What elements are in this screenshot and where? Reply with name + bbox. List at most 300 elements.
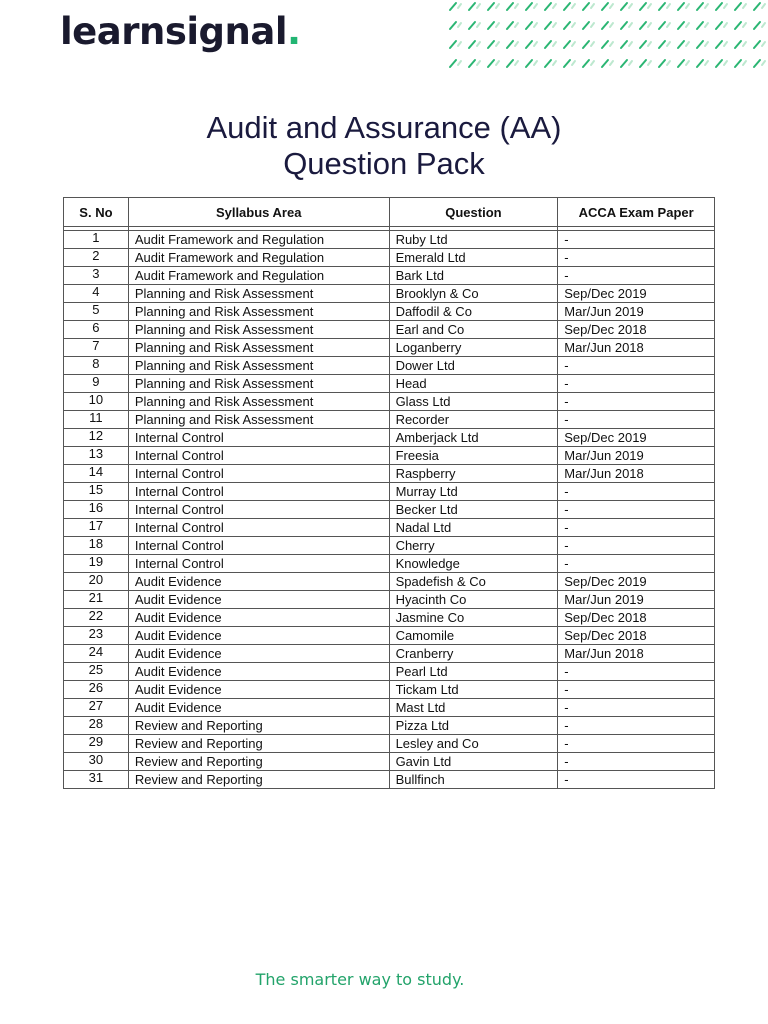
cell-question: Jasmine Co <box>389 609 558 627</box>
pattern-dash <box>697 41 703 48</box>
cell-exam-paper: Sep/Dec 2018 <box>558 321 715 339</box>
table-row <box>64 555 715 573</box>
table-body <box>64 227 715 789</box>
pattern-dash <box>667 42 670 46</box>
pattern-dash <box>686 4 689 8</box>
cell-exam-paper: Sep/Dec 2019 <box>558 285 715 303</box>
pattern-dash <box>667 4 670 8</box>
table-row <box>64 519 715 537</box>
pattern-dash <box>507 3 513 10</box>
brand-dot: . <box>287 10 301 53</box>
pattern-dash <box>705 23 708 27</box>
pattern-dash <box>496 4 499 8</box>
table-row <box>64 249 715 267</box>
cell-syllabus-area: Internal Control <box>128 537 389 555</box>
pattern-dash <box>458 23 461 27</box>
pattern-dash <box>469 60 475 67</box>
cell-syllabus-area: Internal Control <box>128 483 389 501</box>
pattern-dash <box>743 23 746 27</box>
cell-syllabus-area: Audit Framework and Regulation <box>128 231 389 249</box>
pattern-dash <box>716 3 722 10</box>
cell-exam-paper: - <box>558 411 715 429</box>
pattern-dash <box>515 4 518 8</box>
pattern-dash <box>583 3 589 10</box>
pattern-dash <box>705 42 708 46</box>
cell-syllabus-area: Audit Evidence <box>128 627 389 645</box>
cell-question: Cherry <box>389 537 558 555</box>
cell-exam-paper: - <box>558 357 715 375</box>
header-sno: S. No <box>64 198 129 227</box>
cell-question: Brooklyn & Co <box>389 285 558 303</box>
cell-question: Bark Ltd <box>389 267 558 285</box>
pattern-dash <box>469 3 475 10</box>
cell-sno: 22 <box>64 609 129 627</box>
pattern-dash <box>534 4 537 8</box>
cell-sno: 29 <box>64 735 129 753</box>
cell-question: Spadefish & Co <box>389 573 558 591</box>
table-row <box>64 339 715 357</box>
pattern-dash <box>507 60 513 67</box>
table-row <box>64 465 715 483</box>
pattern-dash <box>648 61 651 65</box>
table-row <box>64 483 715 501</box>
pattern-dash <box>553 42 556 46</box>
pattern-dash <box>477 23 480 27</box>
cell-exam-paper: - <box>558 249 715 267</box>
pattern-dash <box>629 61 632 65</box>
pattern-dash <box>488 60 494 67</box>
table-row <box>64 699 715 717</box>
table-row <box>64 681 715 699</box>
pattern-dash <box>450 3 456 10</box>
pattern-dash <box>572 23 575 27</box>
table-row <box>64 357 715 375</box>
pattern-dash <box>488 41 494 48</box>
pattern-dash <box>735 60 741 67</box>
pattern-dash <box>743 61 746 65</box>
pattern-dash <box>583 60 589 67</box>
pattern-dash <box>640 41 646 48</box>
cell-question: Head <box>389 375 558 393</box>
pattern-dash <box>678 60 684 67</box>
pattern-dash <box>716 60 722 67</box>
cell-question: Hyacinth Co <box>389 591 558 609</box>
cell-question: Raspberry <box>389 465 558 483</box>
pattern-dash <box>705 4 708 8</box>
pattern-dash <box>477 4 480 8</box>
pattern-dash <box>564 3 570 10</box>
pattern-dash <box>754 22 760 29</box>
pattern-dash <box>602 60 608 67</box>
cell-syllabus-area: Review and Reporting <box>128 717 389 735</box>
pattern-dash <box>534 23 537 27</box>
pattern-dash <box>678 3 684 10</box>
cell-syllabus-area: Audit Evidence <box>128 591 389 609</box>
brand-logo <box>60 10 301 54</box>
cell-sno: 27 <box>64 699 129 717</box>
cell-question: Freesia <box>389 447 558 465</box>
table-row <box>64 537 715 555</box>
cell-sno: 2 <box>64 249 129 267</box>
cell-syllabus-area: Planning and Risk Assessment <box>128 339 389 357</box>
header-question: Question <box>389 198 558 227</box>
table-row <box>64 267 715 285</box>
cell-sno: 28 <box>64 717 129 735</box>
cell-syllabus-area: Internal Control <box>128 555 389 573</box>
cell-sno: 5 <box>64 303 129 321</box>
cell-syllabus-area: Planning and Risk Assessment <box>128 411 389 429</box>
table-row <box>64 285 715 303</box>
cell-syllabus-area: Review and Reporting <box>128 735 389 753</box>
pattern-dash <box>515 42 518 46</box>
cell-exam-paper: - <box>558 267 715 285</box>
cell-exam-paper: Sep/Dec 2018 <box>558 627 715 645</box>
pattern-dash <box>716 41 722 48</box>
cell-syllabus-area: Audit Evidence <box>128 645 389 663</box>
cell-question: Earl and Co <box>389 321 558 339</box>
pattern-dash <box>743 4 746 8</box>
pattern-dash <box>450 41 456 48</box>
pattern-dash <box>621 60 627 67</box>
cell-sno: 6 <box>64 321 129 339</box>
cell-syllabus-area: Review and Reporting <box>128 771 389 789</box>
pattern-dash <box>724 4 727 8</box>
pattern-dash <box>488 3 494 10</box>
cell-exam-paper: Sep/Dec 2018 <box>558 609 715 627</box>
pattern-dash <box>705 61 708 65</box>
pattern-dash <box>697 60 703 67</box>
pattern-dash <box>724 23 727 27</box>
table-row <box>64 447 715 465</box>
pattern-dash <box>564 41 570 48</box>
table-row <box>64 609 715 627</box>
cell-question: Glass Ltd <box>389 393 558 411</box>
cell-sno: 8 <box>64 357 129 375</box>
cell-syllabus-area: Internal Control <box>128 501 389 519</box>
cell-exam-paper: - <box>558 555 715 573</box>
cell-syllabus-area: Planning and Risk Assessment <box>128 285 389 303</box>
pattern-dash <box>678 41 684 48</box>
cell-sno: 30 <box>64 753 129 771</box>
table-row <box>64 411 715 429</box>
title-line-2: Question Pack <box>283 146 485 181</box>
cell-sno: 17 <box>64 519 129 537</box>
table-row <box>64 231 715 249</box>
table-row <box>64 627 715 645</box>
table-row <box>64 303 715 321</box>
pattern-dash <box>762 4 765 8</box>
cell-sno: 31 <box>64 771 129 789</box>
pattern-dash <box>458 61 461 65</box>
cell-sno: 7 <box>64 339 129 357</box>
table-row <box>64 753 715 771</box>
pattern-dash <box>545 41 551 48</box>
pattern-dash <box>686 23 689 27</box>
pattern-dash <box>496 61 499 65</box>
pattern-dash <box>553 23 556 27</box>
cell-question: Ruby Ltd <box>389 231 558 249</box>
cell-exam-paper: - <box>558 717 715 735</box>
cell-question: Knowledge <box>389 555 558 573</box>
cell-exam-paper: - <box>558 681 715 699</box>
cell-sno: 24 <box>64 645 129 663</box>
brand-name: learnsignal <box>60 10 288 53</box>
pattern-dash <box>640 22 646 29</box>
pattern-dash <box>545 3 551 10</box>
pattern-dash <box>553 4 556 8</box>
pattern-dash <box>762 23 765 27</box>
cell-question: Loganberry <box>389 339 558 357</box>
pattern-dash <box>724 42 727 46</box>
pattern-dash <box>610 4 613 8</box>
pattern-dash <box>610 42 613 46</box>
cell-syllabus-area: Internal Control <box>128 429 389 447</box>
pattern-dash <box>629 42 632 46</box>
cell-sno: 4 <box>64 285 129 303</box>
cell-syllabus-area: Audit Evidence <box>128 699 389 717</box>
cell-sno: 18 <box>64 537 129 555</box>
cell-exam-paper: - <box>558 663 715 681</box>
cell-question: Murray Ltd <box>389 483 558 501</box>
pattern-dash <box>496 23 499 27</box>
pattern-dash <box>564 60 570 67</box>
cell-sno: 19 <box>64 555 129 573</box>
pattern-dash <box>526 3 532 10</box>
footer-tagline: The smarter way to study. <box>255 970 465 989</box>
pattern-dash <box>686 42 689 46</box>
cell-question: Gavin Ltd <box>389 753 558 771</box>
pattern-dash <box>762 61 765 65</box>
cell-syllabus-area: Audit Evidence <box>128 573 389 591</box>
decorative-dash-pattern <box>444 0 768 72</box>
pattern-dash <box>591 61 594 65</box>
pattern-dash <box>659 3 665 10</box>
table-row <box>64 501 715 519</box>
pattern-dash <box>572 61 575 65</box>
pattern-dash <box>667 23 670 27</box>
cell-sno: 23 <box>64 627 129 645</box>
pattern-dash <box>564 22 570 29</box>
pattern-dash <box>515 61 518 65</box>
cell-sno: 20 <box>64 573 129 591</box>
cell-question: Pearl Ltd <box>389 663 558 681</box>
cell-exam-paper: Mar/Jun 2019 <box>558 303 715 321</box>
pattern-dash <box>534 42 537 46</box>
pattern-dash <box>545 60 551 67</box>
cell-exam-paper: - <box>558 393 715 411</box>
cell-question: Dower Ltd <box>389 357 558 375</box>
cell-exam-paper: - <box>558 483 715 501</box>
cell-sno: 11 <box>64 411 129 429</box>
cell-syllabus-area: Planning and Risk Assessment <box>128 357 389 375</box>
pattern-dash <box>534 61 537 65</box>
pattern-dash <box>659 22 665 29</box>
pattern-dash <box>572 4 575 8</box>
cell-question: Lesley and Co <box>389 735 558 753</box>
pattern-dash <box>591 4 594 8</box>
table-row <box>64 735 715 753</box>
pattern-dash <box>583 22 589 29</box>
cell-exam-paper: Sep/Dec 2019 <box>558 573 715 591</box>
cell-question: Camomile <box>389 627 558 645</box>
pattern-dash <box>640 3 646 10</box>
pattern-dash <box>526 41 532 48</box>
cell-sno: 15 <box>64 483 129 501</box>
pattern-dash <box>735 41 741 48</box>
cell-sno: 9 <box>64 375 129 393</box>
table-row <box>64 375 715 393</box>
pattern-dash <box>526 60 532 67</box>
cell-question: Tickam Ltd <box>389 681 558 699</box>
cell-syllabus-area: Planning and Risk Assessment <box>128 375 389 393</box>
pattern-dash <box>716 22 722 29</box>
cell-question: Amberjack Ltd <box>389 429 558 447</box>
pattern-dash <box>545 22 551 29</box>
cell-syllabus-area: Internal Control <box>128 465 389 483</box>
header-exam-paper: ACCA Exam Paper <box>558 198 715 227</box>
cell-sno: 12 <box>64 429 129 447</box>
table-row <box>64 429 715 447</box>
cell-sno: 25 <box>64 663 129 681</box>
title-line-1: Audit and Assurance (AA) <box>206 110 562 145</box>
cell-exam-paper: - <box>558 753 715 771</box>
cell-question: Cranberry <box>389 645 558 663</box>
pattern-dash <box>488 22 494 29</box>
pattern-dash <box>450 60 456 67</box>
cell-exam-paper: Mar/Jun 2019 <box>558 447 715 465</box>
pattern-dash <box>648 4 651 8</box>
pattern-dash <box>469 41 475 48</box>
pattern-dash <box>477 61 480 65</box>
pattern-dash <box>648 23 651 27</box>
cell-exam-paper: - <box>558 771 715 789</box>
pattern-dash <box>754 41 760 48</box>
cell-question: Recorder <box>389 411 558 429</box>
pattern-dash <box>735 3 741 10</box>
cell-exam-paper: - <box>558 231 715 249</box>
pattern-dash <box>667 61 670 65</box>
cell-exam-paper: Sep/Dec 2019 <box>558 429 715 447</box>
table-row <box>64 393 715 411</box>
pattern-dash <box>640 60 646 67</box>
cell-syllabus-area: Review and Reporting <box>128 753 389 771</box>
cell-syllabus-area: Audit Framework and Regulation <box>128 249 389 267</box>
pattern-dash <box>724 61 727 65</box>
cell-sno: 26 <box>64 681 129 699</box>
header-syllabus-area: Syllabus Area <box>128 198 389 227</box>
cell-question: Bullfinch <box>389 771 558 789</box>
cell-syllabus-area: Planning and Risk Assessment <box>128 303 389 321</box>
cell-question: Becker Ltd <box>389 501 558 519</box>
cell-syllabus-area: Audit Framework and Regulation <box>128 267 389 285</box>
cell-exam-paper: - <box>558 519 715 537</box>
cell-exam-paper: Mar/Jun 2019 <box>558 591 715 609</box>
table-row <box>64 645 715 663</box>
pattern-dash <box>591 23 594 27</box>
pattern-dash <box>686 61 689 65</box>
cell-question: Nadal Ltd <box>389 519 558 537</box>
pattern-dash <box>583 41 589 48</box>
cell-syllabus-area: Internal Control <box>128 447 389 465</box>
pattern-dash <box>477 42 480 46</box>
cell-sno: 3 <box>64 267 129 285</box>
table-row <box>64 663 715 681</box>
pattern-dash <box>507 41 513 48</box>
pattern-dash <box>507 22 513 29</box>
pattern-dash <box>458 4 461 8</box>
pattern-dash <box>629 23 632 27</box>
table-row <box>64 717 715 735</box>
pattern-dash <box>602 22 608 29</box>
table-row <box>64 591 715 609</box>
pattern-dash <box>621 3 627 10</box>
pattern-dash <box>762 42 765 46</box>
pattern-dash <box>526 22 532 29</box>
table-row <box>64 771 715 789</box>
cell-exam-paper: - <box>558 501 715 519</box>
question-table <box>63 197 715 789</box>
cell-syllabus-area: Planning and Risk Assessment <box>128 393 389 411</box>
pattern-dash <box>602 3 608 10</box>
page-title <box>0 110 768 182</box>
pattern-dash <box>602 41 608 48</box>
pattern-dash <box>591 42 594 46</box>
pattern-dash <box>621 22 627 29</box>
pattern-dash <box>754 60 760 67</box>
pattern-dash <box>648 42 651 46</box>
cell-syllabus-area: Audit Evidence <box>128 681 389 699</box>
cell-exam-paper: - <box>558 375 715 393</box>
pattern-dash <box>697 22 703 29</box>
cell-syllabus-area: Audit Evidence <box>128 609 389 627</box>
pattern-dash <box>735 22 741 29</box>
table-header <box>64 198 715 227</box>
cell-question: Daffodil & Co <box>389 303 558 321</box>
pattern-dash <box>659 60 665 67</box>
pattern-dash <box>515 23 518 27</box>
pattern-dash <box>629 4 632 8</box>
cell-exam-paper: Mar/Jun 2018 <box>558 465 715 483</box>
pattern-dash <box>743 42 746 46</box>
pattern-dash <box>678 22 684 29</box>
pattern-dash <box>610 23 613 27</box>
cell-exam-paper: - <box>558 699 715 717</box>
pattern-dash <box>469 22 475 29</box>
pattern-dash <box>458 42 461 46</box>
pattern-dash <box>610 61 613 65</box>
pattern-dash <box>496 42 499 46</box>
pattern-dash <box>450 22 456 29</box>
cell-exam-paper: - <box>558 735 715 753</box>
cell-syllabus-area: Audit Evidence <box>128 663 389 681</box>
cell-sno: 13 <box>64 447 129 465</box>
pattern-dash <box>754 3 760 10</box>
pattern-dash <box>553 61 556 65</box>
cell-question: Emerald Ltd <box>389 249 558 267</box>
cell-syllabus-area: Internal Control <box>128 519 389 537</box>
pattern-dash <box>659 41 665 48</box>
cell-question: Pizza Ltd <box>389 717 558 735</box>
cell-exam-paper: - <box>558 537 715 555</box>
cell-sno: 16 <box>64 501 129 519</box>
table-row <box>64 573 715 591</box>
cell-exam-paper: Mar/Jun 2018 <box>558 339 715 357</box>
cell-sno: 14 <box>64 465 129 483</box>
cell-question: Mast Ltd <box>389 699 558 717</box>
pattern-dash <box>621 41 627 48</box>
cell-syllabus-area: Planning and Risk Assessment <box>128 321 389 339</box>
cell-exam-paper: Mar/Jun 2018 <box>558 645 715 663</box>
